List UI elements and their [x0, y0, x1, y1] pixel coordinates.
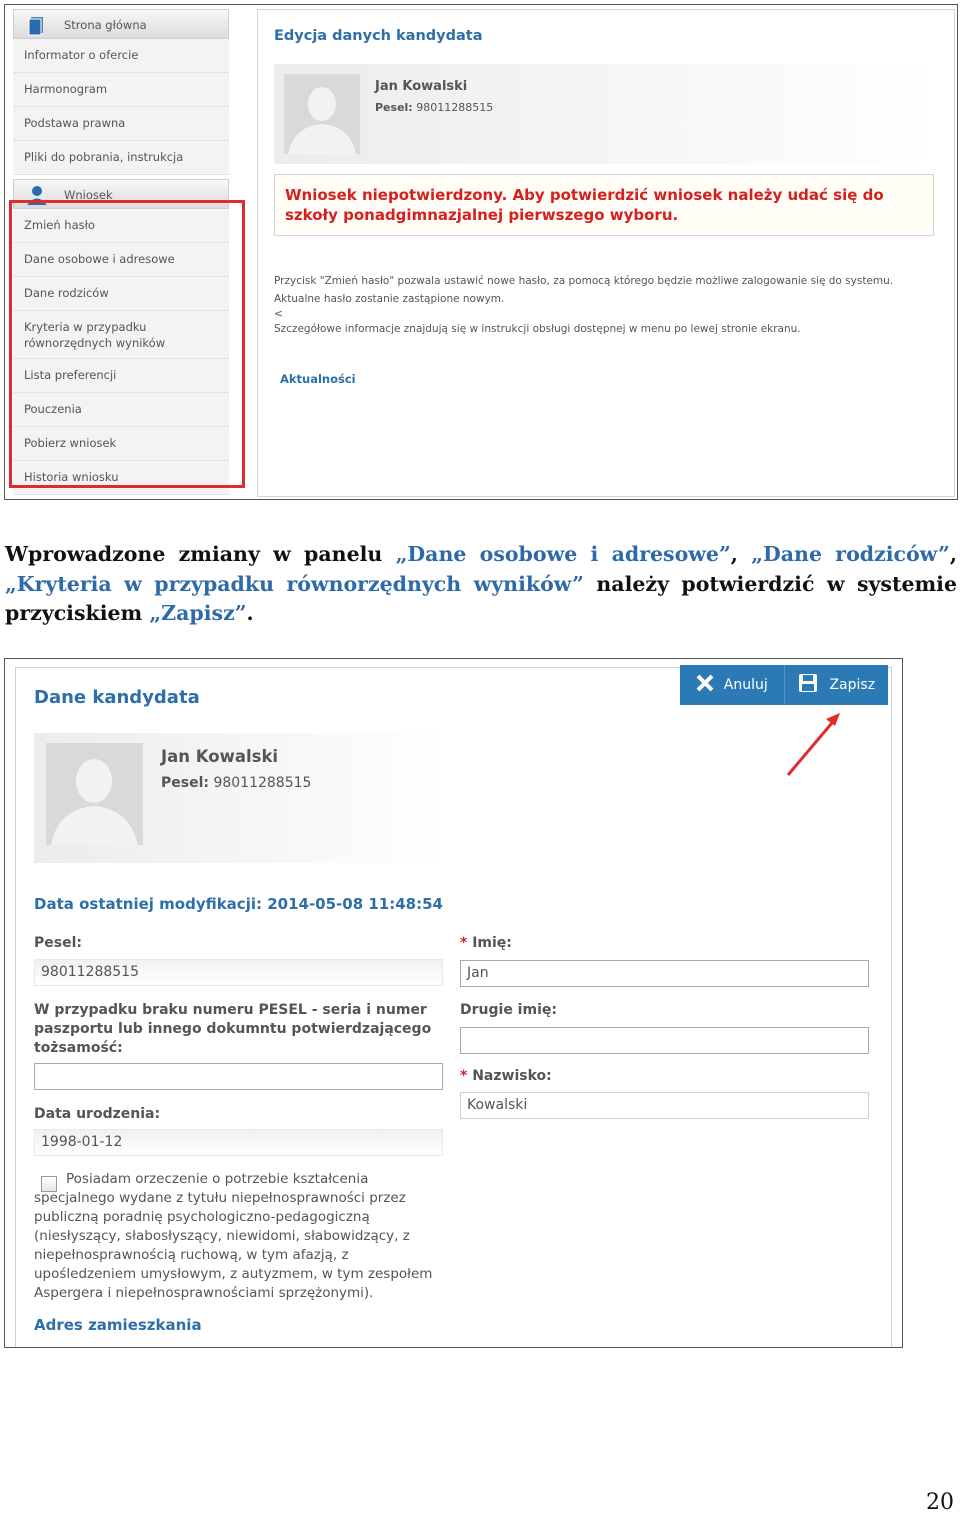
pesel-label: Pesel: — [161, 775, 209, 791]
info-line: Aktualne hasło zostanie zastąpione nowym. — [274, 293, 505, 305]
pesel-field-label: Pesel: — [34, 935, 82, 951]
candidate-card — [274, 64, 934, 164]
pesel-value: 98011288515 — [213, 775, 312, 791]
first-name-label — [460, 934, 512, 953]
info-text — [274, 272, 934, 338]
surname-label — [460, 1067, 552, 1086]
red-arrow-icon — [780, 709, 850, 781]
highlight-text: „Dane osobowe i adresowe” — [395, 542, 731, 566]
info-line: < — [274, 308, 283, 320]
avatar — [284, 74, 360, 154]
birth-date-label: Data urodzenia: — [34, 1106, 161, 1122]
warning-message: Wniosek niepotwierdzony. Aby potwierdzić wniosek należy udać się do szkoły ponadgimnazjalnej pierwszego wyboru. — [274, 174, 934, 236]
sidebar-item-label: Pobierz wniosek — [24, 436, 117, 450]
page-title: Edycja danych kandydata — [274, 28, 483, 44]
sidebar-item-label: Harmonogram — [24, 82, 108, 96]
main-panel — [257, 9, 955, 497]
text: Wprowadzone zmiany w panelu — [5, 542, 396, 566]
passport-field[interactable] — [34, 1063, 443, 1090]
pesel-value: 98011288515 — [416, 101, 494, 114]
sidebar-item-offer[interactable] — [13, 39, 229, 73]
text: , — [949, 542, 957, 566]
toolbar — [680, 665, 888, 705]
sidebar-item-downloads[interactable] — [13, 141, 229, 175]
news-link[interactable]: Aktualności — [280, 372, 356, 386]
sidebar-item-label: Dane rodziców — [24, 286, 109, 300]
sidebar-item-label: Lista preferencji — [24, 368, 117, 382]
save-label: Zapisz — [829, 677, 876, 693]
first-name-field[interactable]: Jan — [460, 960, 869, 987]
sidebar-menu — [13, 9, 229, 495]
candidate-pesel — [161, 775, 311, 791]
candidate-name: Jan Kowalski — [161, 747, 279, 766]
document-icon — [26, 14, 48, 36]
sidebar-item-history[interactable] — [13, 461, 229, 495]
user-icon — [26, 184, 48, 206]
cancel-label: Anuluj — [723, 677, 768, 693]
sidebar-item-legal-basis[interactable] — [13, 107, 229, 141]
sidebar-item-label: Pouczenia — [24, 402, 82, 416]
sidebar-item-schedule[interactable] — [13, 73, 229, 107]
candidate-pesel — [375, 101, 493, 114]
highlight-text: „Kryteria w przypadku równorzędnych wyników” — [5, 571, 584, 596]
save-button[interactable] — [785, 665, 889, 705]
required-mark: * — [460, 1068, 468, 1084]
close-icon — [696, 674, 714, 696]
instruction-paragraph — [5, 540, 957, 629]
birth-date-field[interactable]: 1998-01-12 — [34, 1129, 443, 1156]
candidate-card — [34, 733, 444, 863]
sidebar-item-home[interactable] — [13, 9, 229, 39]
sidebar-item-label: Pliki do pobrania, instrukcja — [24, 150, 184, 164]
highlight-text: „Zapisz” — [149, 601, 247, 625]
info-line: Szczegółowe informacje znajdują się w instrukcji obsługi dostępnej w menu po lewej stronie ekranu. — [274, 323, 801, 335]
sidebar-item-label: Historia wniosku — [24, 470, 119, 484]
sidebar-item-personal-data[interactable] — [13, 243, 229, 277]
text: . — [246, 601, 254, 625]
sidebar-item-label: Podstawa prawna — [24, 116, 126, 130]
screenshot-candidate-data — [4, 658, 903, 1348]
sidebar-section-label: Wniosek — [64, 188, 113, 202]
sidebar-item-label: Zmień hasło — [24, 218, 95, 232]
passport-field-label: W przypadku braku numeru PESEL - seria i numer paszportu lub innego dokumntu potwierdzającego tożsamość: — [34, 1002, 432, 1056]
label-text: Imię: — [472, 935, 512, 951]
text: należy potwierdzić w systemie przyciskiem — [5, 571, 958, 625]
pesel-field[interactable]: 98011288515 — [34, 959, 443, 986]
sidebar-item-label: Informator o ofercie — [24, 48, 139, 62]
sidebar-item-criteria[interactable] — [13, 311, 229, 359]
sidebar-item-label: Kryteria w przypadku równorzędnych wyników — [24, 320, 166, 350]
sidebar-section-application[interactable] — [13, 179, 229, 209]
sidebar-item-download-application[interactable] — [13, 427, 229, 461]
sidebar-item-preferences[interactable] — [13, 359, 229, 393]
sidebar-item-label: Dane osobowe i adresowe — [24, 252, 175, 266]
text: , — [730, 542, 752, 566]
sidebar-item-label: Strona główna — [64, 18, 147, 32]
page-title: Dane kandydata — [34, 687, 200, 708]
avatar — [46, 743, 143, 845]
highlight-text: „Dane rodziców” — [751, 542, 950, 566]
required-mark: * — [460, 935, 468, 951]
sidebar-item-instructions[interactable] — [13, 393, 229, 427]
sidebar-item-parents[interactable] — [13, 277, 229, 311]
screenshot-edit-candidate — [4, 4, 958, 500]
label-text: Nazwisko: — [472, 1068, 552, 1084]
second-name-label: Drugie imię: — [460, 1002, 557, 1018]
pesel-label: Pesel: — [375, 101, 413, 114]
floppy-disk-icon — [797, 672, 819, 698]
candidate-name: Jan Kowalski — [375, 79, 468, 94]
surname-field[interactable]: Kowalski — [460, 1092, 869, 1119]
address-section-title: Adres zamieszkania — [34, 1316, 202, 1334]
page-number: 20 — [926, 1490, 954, 1515]
last-modified: Data ostatniej modyfikacji: 2014-05-08 11:48:54 — [34, 895, 443, 913]
sidebar-item-change-password[interactable] — [13, 209, 229, 243]
info-line: Przycisk "Zmień hasło" pozwala ustawić nowe hasło, za pomocą którego będzie możliwe zalogowanie się do systemu. — [274, 275, 894, 287]
cancel-button[interactable] — [680, 665, 785, 705]
disability-checkbox-label: Posiadam orzeczenie o potrzebie kształcenia specjalnego wydane z tytułu niepełnosprawności przez publiczną poradnię psychologiczno-pedagogiczną (niesłyszący, słabosłyszący, niewidomi, słabowidzący, z niepełnosprawnością ruchową, w tym afazją, z upośledzeniem umysłowym, z autyzmem, w tym zespołem Aspergera i niepełnosprawnościami sprzężonymi). — [34, 1171, 433, 1301]
second-name-field[interactable] — [460, 1027, 869, 1054]
